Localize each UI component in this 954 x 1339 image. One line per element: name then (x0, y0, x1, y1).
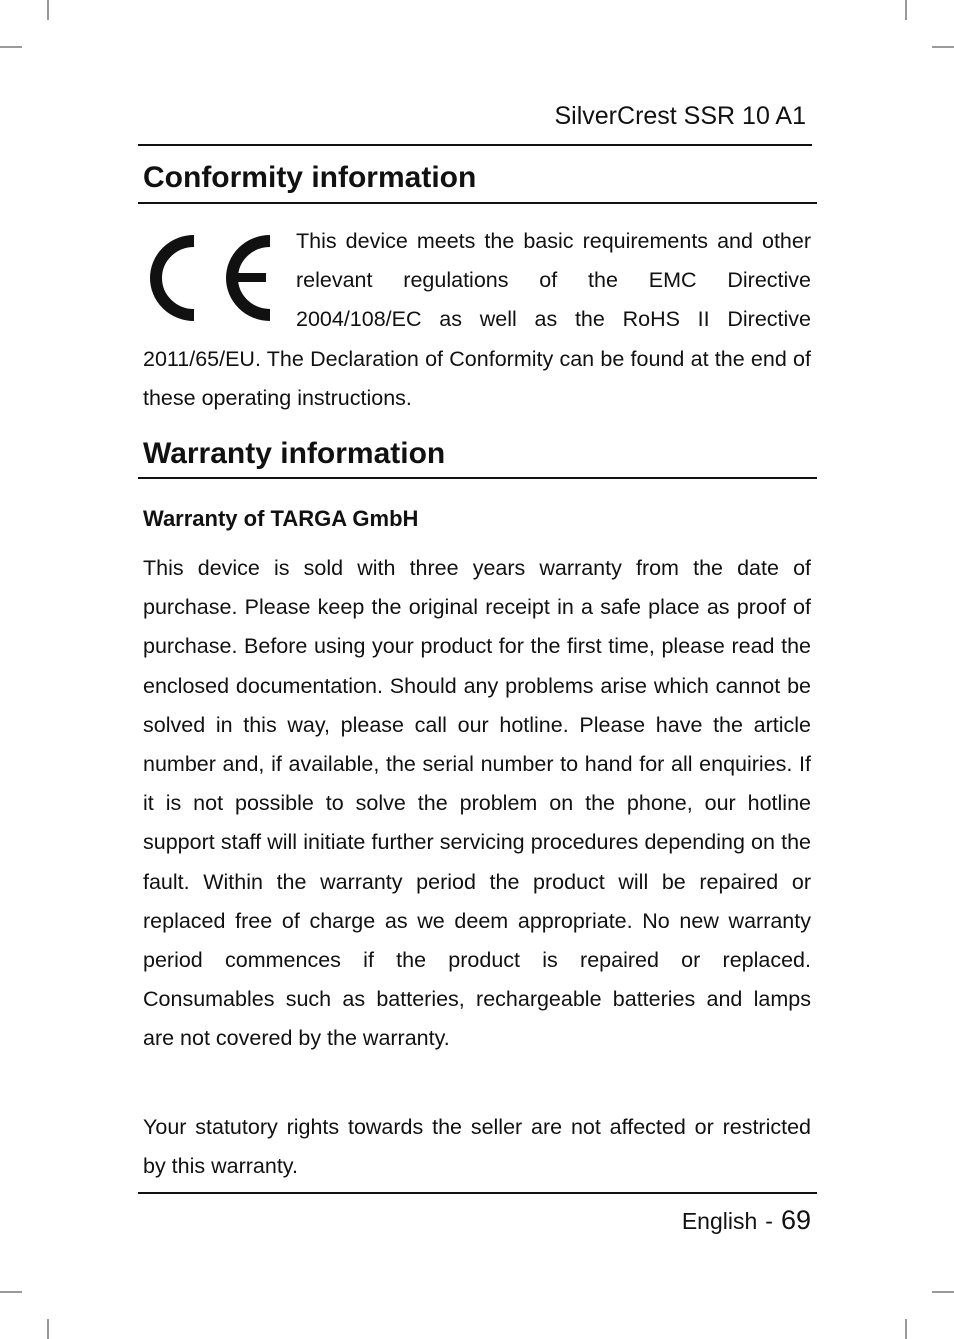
conformity-text: This device meets the basic requirements and other relevant regulations of the EMC Directive 2004/108/EC as well as the RoHS II Directive 2011/65/EU. The Declaration of Conformity can be found at the end of these operating instructions. (143, 229, 811, 410)
crop-mark-left-top (0, 46, 22, 48)
footer (682, 1203, 811, 1242)
crop-mark-bottom-right (905, 1319, 907, 1339)
crop-mark-right-top (932, 46, 954, 48)
crop-mark-right-bottom (932, 1291, 954, 1293)
conformity-rule (138, 202, 817, 204)
warranty-title: Warranty information (143, 437, 446, 470)
crop-mark-bottom-left (47, 1319, 49, 1339)
footer-separator: - (765, 1208, 773, 1234)
ce-mark-spacer (143, 222, 296, 336)
warranty-rule (138, 477, 817, 479)
footer-rule (138, 1192, 817, 1194)
header-rule (138, 144, 812, 146)
header-product-name: SilverCrest SSR 10 A1 (554, 102, 806, 130)
crop-mark-left-bottom (0, 1291, 22, 1293)
warranty-subtitle: Warranty of TARGA GmbH (143, 506, 419, 531)
warranty-paragraph-2: Your statutory rights towards the seller are not affected or restricted by this warranty. (143, 1115, 811, 1179)
footer-language: English (681, 1208, 758, 1234)
crop-mark-top-right (905, 0, 907, 20)
warranty-paragraph-1: This device is sold with three years warranty from the date of purchase. Please keep the original receipt in a safe place as proof of purchase. Before using your product for the first time, please read the enclosed documentation. Should any problems arise which cannot be solved in this way, please call our hotline. Please have the article number and, if available, the serial number to hand for all enquiries. If it is not possible to solve the problem on the phone, our hotline support staff will initiate further servicing procedures depending on the fault. Within the warranty period the product will be repaired or replaced free of charge as we deem appropriate. No new warranty period commences if the product is repaired or replaced. Consumables such as batteries, rechargeable batteries and lamps are not covered by the warranty. (143, 556, 811, 1051)
conformity-paragraph (143, 222, 811, 418)
crop-mark-top-left (47, 0, 49, 20)
page-number: 69 (780, 1205, 811, 1235)
conformity-title: Conformity information (143, 161, 477, 194)
